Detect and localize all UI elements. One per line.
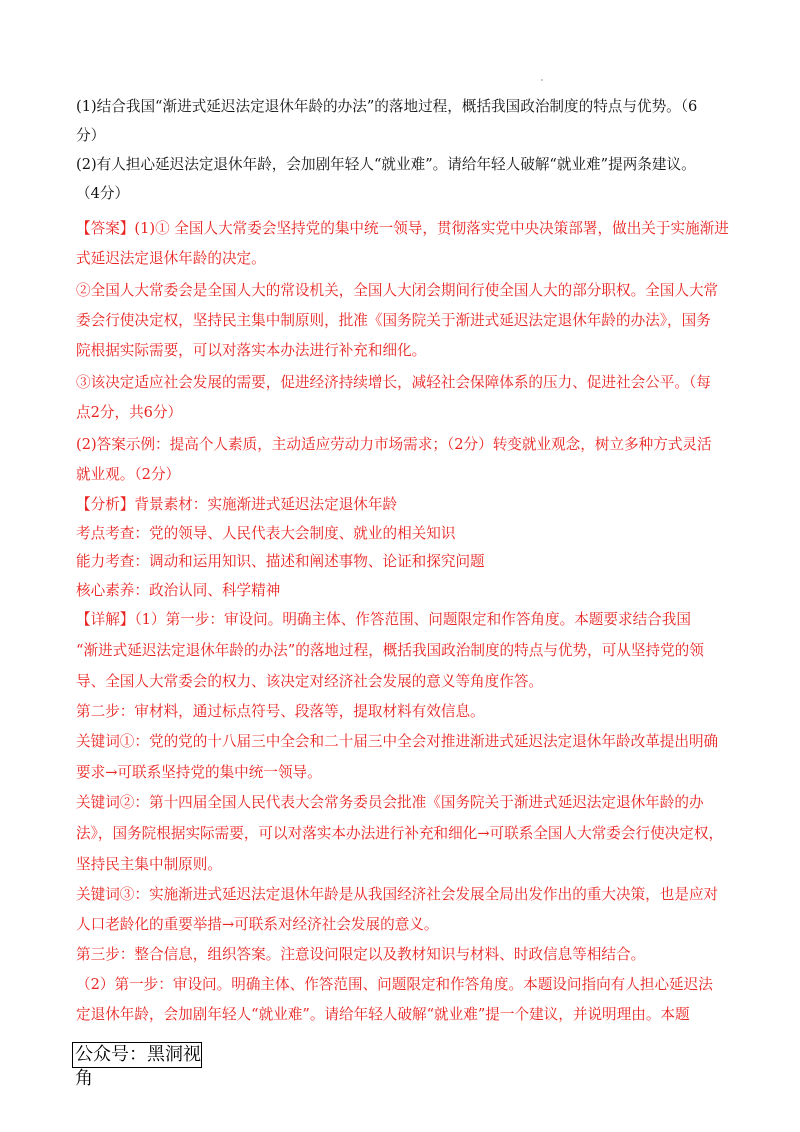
answer-b-line-2: 就业观。（2分） [76, 466, 181, 483]
keyword-3-line-2: 人口老龄化的重要举措→可联系对经济社会发展的意义。 [76, 916, 439, 933]
stray-dot [541, 79, 543, 81]
question-2-line-1: (2)有人担心延迟法定退休年龄，会加剧年轻人“就业难”。请给年轻人破解“就业难”提两条建议。 [76, 156, 696, 173]
analysis-knowledge: 考点考查：党的领导、人民代表大会制度、就业的相关知识 [76, 525, 456, 542]
answer-b-line-1: (2)答案示例：提高个人素质，主动适应劳动力市场需求；（2分）转变就业观念，树立多种方式灵活 [76, 436, 712, 453]
detail-1-text: （1）第一步：审设问。明确主体、作答范围、问题限定和作答角度。本题要求结合我国 [134, 611, 691, 628]
keyword-2-line-1: 关键词②：第十四届全国人民代表大会常务委员会批准《国务院关于渐进式延迟法定退休年龄的办 [76, 794, 704, 811]
detail-step-3: 第三步：整合信息，组织答案。注意设问限定以及教材知识与材料、时政信息等相结合。 [76, 946, 646, 963]
question-1-line-1: (1)结合我国“渐进式延迟法定退休年龄的办法”的落地过程，概括我国政治制度的特点与优势。（6 [76, 98, 698, 115]
watermark-label: 公众号：黑洞视角 [72, 1042, 202, 1068]
detail-1-line-3: 导、全国人大常委会的权力、该决定对经济社会发展的意义等角度作答。 [76, 673, 544, 690]
answer-label: 【答案】 [76, 220, 135, 237]
detail-label: 【详解】 [76, 611, 135, 628]
answer-1-line-2: 式延迟法定退休年龄的决定。 [76, 250, 266, 267]
keyword-1-line-2: 要求→可联系坚持党的集中统一领导。 [76, 764, 322, 781]
detail-1-line-1 [76, 611, 736, 629]
keyword-2-line-3: 坚持民主集中制原则。 [76, 856, 222, 873]
question-1-line-2: 分） [76, 127, 106, 144]
analysis-literacy: 核心素养：政治认同、科学精神 [76, 582, 281, 599]
analysis-label: 【分析】 [76, 496, 135, 513]
keyword-1-line-1: 关键词①：党的党的十八届三中全会和二十届三中全会对推进渐进式延迟法定退休年龄改革提出明确 [76, 733, 719, 750]
question-2-line-2: （4分） [76, 185, 130, 202]
answer-3-line-1: ③该决定适应社会发展的需要，促进经济持续增长，减轻社会保障体系的压力、促进社会公平。（每 [76, 374, 711, 391]
answer-1-line-1 [76, 220, 736, 238]
answer-3-line-2: 点2分，共6分） [76, 404, 183, 421]
analysis-background: 背景素材：实施渐进式延迟法定退休年龄 [134, 496, 398, 513]
answer-2-line-2: 委会行使决定权，坚持民主集中制原则，批准《国务院关于渐进式延迟法定退休年龄的办法》，国务 [76, 312, 711, 329]
detail-2-line-2: 定退休年龄，会加剧年轻人“就业难”。请给年轻人破解“就业难”提一个建议，并说明理由。本题 [76, 1006, 690, 1023]
analysis-ability: 能力考查：调动和运用知识、描述和阐述事物、论证和探究问题 [76, 553, 485, 570]
answer-2-line-1: ②全国人大常委会是全国人大的常设机关，全国人大闭会期间行使全国人大的部分职权。全国人大常 [76, 282, 719, 299]
analysis-line-1 [76, 496, 736, 514]
answer-1-text: (1)① 全国人大常委会坚持党的集中统一领导，贯彻落实党中央决策部署，做出关于实施渐进 [134, 220, 729, 237]
detail-1-line-2: “渐进式延迟法定退休年龄的办法”的落地过程，概括我国政治制度的特点与优势，可从坚持党的领 [76, 642, 704, 659]
detail-step-2: 第二步：审材料，通过标点符号、段落等，提取材料有效信息。 [76, 703, 485, 720]
keyword-2-line-2: 法》，国务院根据实际需要，可以对落实本办法进行补充和细化→可联系全国人大常委会行使决定权， [76, 825, 724, 842]
detail-2-line-1: （2）第一步：审设问。明确主体、作答范围、问题限定和作答角度。本题设问指向有人担心延迟法 [76, 976, 713, 993]
keyword-3-line-1: 关键词③：实施渐进式延迟法定退休年龄是从我国经济社会发展全局出发作出的重大决策，也是应对 [76, 886, 719, 903]
answer-2-line-3: 院根据实际需要，可以对落实本办法进行补充和细化。 [76, 342, 427, 359]
